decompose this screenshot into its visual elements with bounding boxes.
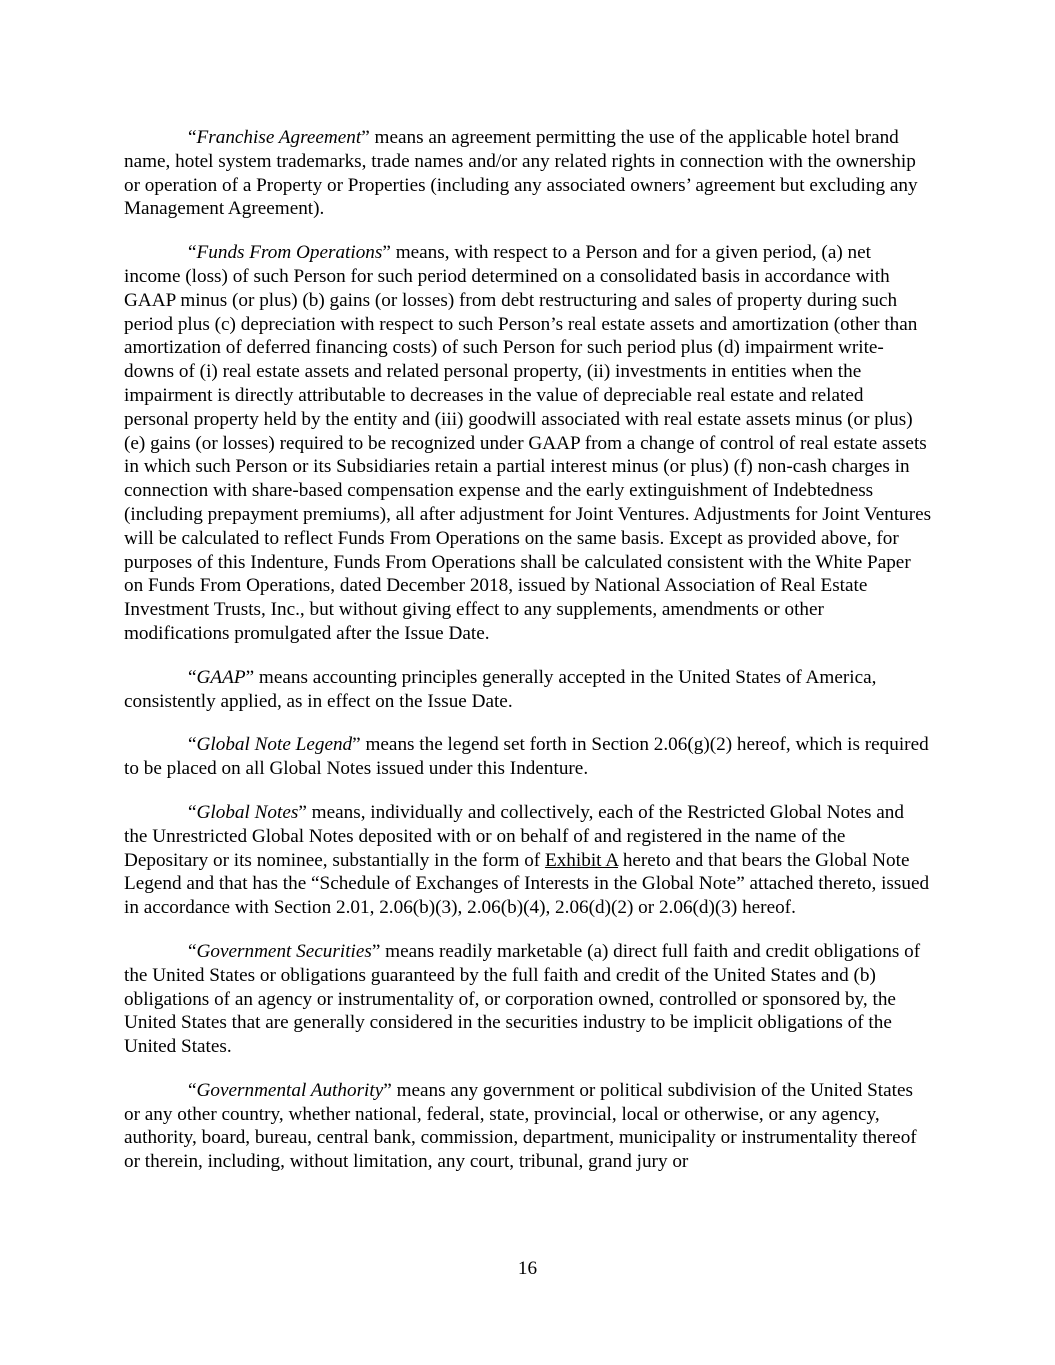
defined-term: Global Note Legend xyxy=(196,734,353,756)
close-quote: ” xyxy=(371,940,381,962)
open-quote: “ xyxy=(188,666,197,688)
definition-global-notes xyxy=(124,801,932,920)
defined-term: Franchise Agreement xyxy=(196,127,362,148)
open-quote: “ xyxy=(188,1079,197,1101)
definition-text-continued: hereto and that bears the Global Note Legend and that has the “Schedule of Exchanges of Interests in the Global Note” attached thereto, issued in accordance with Section 2.01, 2.06(b)(3), 2.06(b)(4), 2.06(d)(2) or 2.06(d)(3) hereof. xyxy=(124,849,930,919)
close-quote: ” xyxy=(361,127,370,148)
definition-gaap xyxy=(124,666,932,714)
defined-term: Governmental Authority xyxy=(196,1079,384,1101)
definition-text: means any government or political subdivision of the United States or any other country, whether national, federal, state, provincial, local or otherwise, or any agency, authority, board, bureau, central bank, commission, department, municipality or instrumentality thereof or therein, including, without limitation, any court, tribunal, grand jury or xyxy=(124,1079,917,1173)
close-quote: ” xyxy=(298,801,307,823)
definition-text: means, with respect to a Person and for a given period, (a) net income (loss) of such Person for such period determined on a consolidated basis in accordance with GAAP minus (or plus) (b) gains (or losses) from debt restructuring and sales of property during such period plus (c) depreciation with respect to such Person’s real estate assets and amortization (other than amortization of deferred financing costs) of such Person for such period plus (d) impairment write-downs of (i) real estate assets and related personal property, (ii) investments in entities when the impairment is directly attributable to decreases in the value of depreciable real estate and related personal property held by the entity and (iii) goodwill associated with real estate assets minus (or plus) (e) gains (or losses) required to be recognized under GAAP from a change of control of real estate assets in which such Person or its Subsidiaries retain a partial interest minus (or plus) (f) non-cash charges in connection with share-based compensation expense and the early extinguishment of Indebtedness (including prepayment premiums), all after adjustment for Joint Ventures. Adjustments for Joint Ventures will be calculated to reflect Funds From Operations on the same basis. Except as provided above, for purposes of this Indenture, Funds From Operations shall be calculated consistent with the White Paper on Funds From Operations, dated December 2018, issued by National Association of Real Estate Investment Trusts, Inc., but without giving effect to any supplements, amendments or other modifications promulgated after the Issue Date. xyxy=(124,242,932,644)
exhibit-a-reference: Exhibit A xyxy=(544,849,619,871)
defined-term: GAAP xyxy=(196,666,246,688)
definition-government-securities xyxy=(124,940,932,1059)
open-quote: “ xyxy=(188,127,197,148)
definition-text: means readily marketable (a) direct full faith and credit obligations of the United States or obligations guaranteed by the full faith and credit of the United States and (b) obligations of an agency or instrumentality of, or corporation owned, controlled or sponsored by, the United States that are generally considered in the securities industry to be implicit obligations of the United States. xyxy=(124,940,921,1058)
close-quote: ” xyxy=(383,1079,392,1101)
open-quote: “ xyxy=(188,940,197,962)
close-quote: ” xyxy=(382,242,391,264)
page-number: 16 xyxy=(517,1258,538,1279)
open-quote: “ xyxy=(188,801,197,823)
definition-global-note-legend xyxy=(124,733,932,781)
definition-governmental-authority xyxy=(124,1079,932,1174)
document-body xyxy=(124,126,932,1194)
defined-term: Global Notes xyxy=(196,801,299,823)
defined-term: Government Securities xyxy=(196,940,372,962)
definition-funds-from-operations xyxy=(124,241,932,646)
definition-text: means the legend set forth in Section 2.06(g)(2) hereof, which is required to be placed on all Global Notes issued under this Indenture. xyxy=(124,734,929,780)
close-quote: ” xyxy=(352,734,361,756)
close-quote: ” xyxy=(245,666,255,688)
definition-text: means, individually and collectively, each of the Restricted Global Notes and the Unrestricted Global Notes deposited with or on behalf of and registered in the name of the Depositary or its nominee, substantially in the form of xyxy=(124,801,904,871)
definition-franchise-agreement xyxy=(124,126,932,221)
defined-term: Funds From Operations xyxy=(196,242,383,264)
definition-text: means an agreement permitting the use of the applicable hotel brand name, hotel system trademarks, trade names and/or any related rights in connection with the ownership or operation of a Property or Properties (including any associated owners’ agreement but excluding any Management Agreement). xyxy=(124,127,918,220)
open-quote: “ xyxy=(188,242,197,264)
definition-text: means accounting principles generally accepted in the United States of America, consistently applied, as in effect on the Issue Date. xyxy=(124,666,877,712)
open-quote: “ xyxy=(188,734,197,756)
